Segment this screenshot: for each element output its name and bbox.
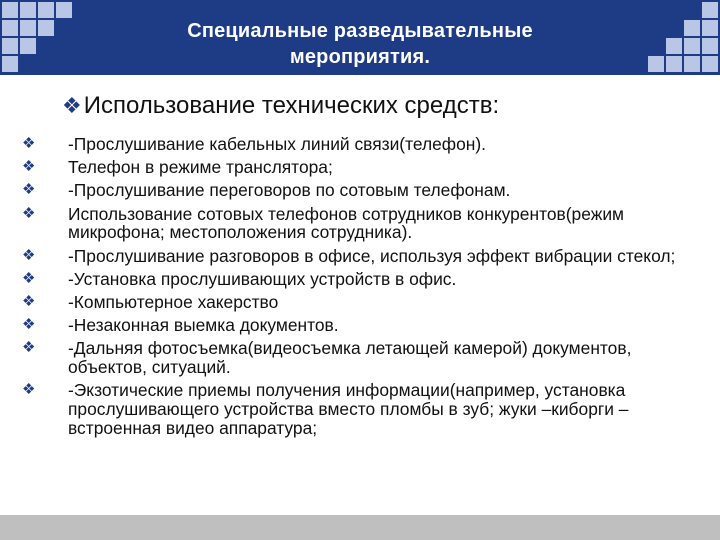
decor-square bbox=[38, 2, 54, 18]
list-item-text: -Прослушивание переговоров по сотовым телефонам. bbox=[68, 180, 511, 201]
diamond-bullet-icon: ❖ bbox=[22, 381, 36, 399]
decor-square bbox=[20, 2, 36, 18]
decor-square bbox=[2, 56, 18, 72]
list-item bbox=[22, 381, 702, 437]
decor-square bbox=[702, 20, 718, 36]
diamond-bullet-icon: ❖ bbox=[22, 269, 36, 287]
decor-square bbox=[702, 2, 718, 18]
list-item-text: -Дальняя фотосъемка(видеосъемка летающей камерой) документов, объектов, ситуаций. bbox=[68, 338, 632, 378]
decor-square bbox=[56, 2, 72, 18]
diamond-bullet-icon: ❖ bbox=[22, 292, 36, 310]
slide-title: Специальные разведывательные мероприятия. bbox=[187, 20, 533, 68]
decor-square bbox=[666, 38, 682, 54]
diamond-bullet-icon: ❖ bbox=[22, 135, 36, 152]
diamond-bullet-icon: ❖ bbox=[22, 316, 36, 334]
list-item bbox=[22, 135, 702, 154]
diamond-bullet-icon: ❖ bbox=[22, 181, 36, 199]
list-item bbox=[22, 339, 702, 377]
slide-header bbox=[0, 0, 720, 75]
diamond-bullet-icon: ❖ bbox=[22, 158, 36, 176]
list-item bbox=[22, 205, 702, 243]
diamond-bullet-icon: ❖ bbox=[62, 93, 82, 118]
decor-square bbox=[2, 20, 18, 36]
diamond-bullet-icon: ❖ bbox=[22, 339, 36, 357]
decor-square bbox=[666, 56, 682, 72]
decor-square bbox=[38, 20, 54, 36]
decor-square bbox=[2, 38, 18, 54]
diamond-bullet-icon: ❖ bbox=[22, 246, 36, 264]
section-heading bbox=[62, 92, 499, 120]
list-item bbox=[22, 270, 702, 289]
list-item-text: -Экзотические приемы получения информации(например, установка прослушивающего устройства вместо пломбы в зуб; жуки –киборги – встроенная видео аппаратура; bbox=[68, 380, 629, 438]
bullet-list bbox=[22, 135, 702, 442]
footer-bar bbox=[0, 515, 720, 540]
decor-square bbox=[20, 38, 36, 54]
list-item-text: -Прослушивание разговоров в офисе, используя эффект вибрации стекол; bbox=[68, 245, 676, 266]
decor-square bbox=[20, 20, 36, 36]
decor-square bbox=[684, 38, 700, 54]
list-item-text: -Установка прослушивающих устройств в офис. bbox=[68, 268, 457, 289]
decor-square bbox=[684, 56, 700, 72]
list-item-text: Использование сотовых телефонов сотрудников конкурентов(режим микрофона; местоположения сотрудника). bbox=[68, 203, 624, 243]
section-heading-text: Использование технических средств: bbox=[83, 92, 500, 119]
list-item-text: -Незаконная выемка документов. bbox=[68, 315, 339, 336]
list-item bbox=[22, 181, 702, 200]
list-item bbox=[22, 158, 702, 177]
list-item bbox=[22, 316, 702, 335]
list-item bbox=[22, 293, 702, 312]
list-item-text: -Компьютерное хакерство bbox=[68, 291, 279, 312]
decor-square bbox=[2, 2, 18, 18]
list-item bbox=[22, 247, 702, 266]
decor-square bbox=[648, 56, 664, 72]
decor-square bbox=[684, 20, 700, 36]
decor-square bbox=[702, 38, 718, 54]
list-item-text: -Прослушивание кабельных линий связи(телефон). bbox=[68, 134, 486, 154]
decor-square bbox=[702, 56, 718, 72]
diamond-bullet-icon: ❖ bbox=[22, 204, 36, 222]
list-item-text: Телефон в режиме транслятора; bbox=[68, 157, 333, 178]
